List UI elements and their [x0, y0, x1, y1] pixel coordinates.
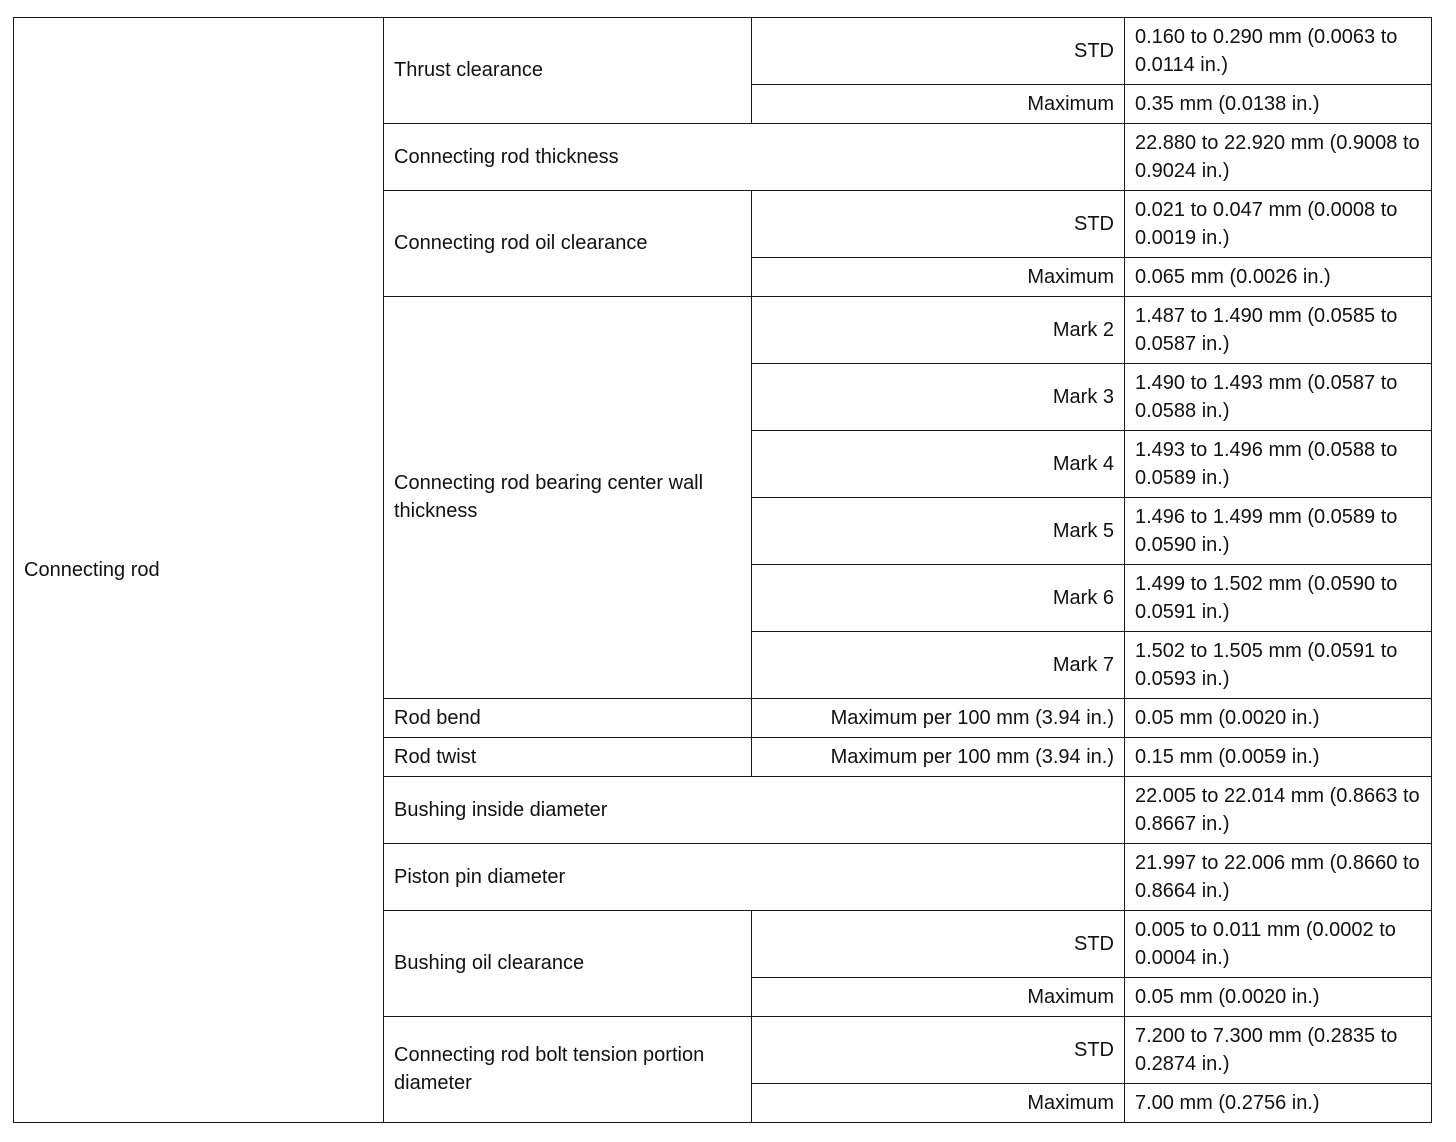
item-thrust-clearance: Thrust clearance: [384, 18, 752, 124]
value-cell: 1.490 to 1.493 mm (0.0587 to 0.0588 in.): [1125, 364, 1432, 431]
value-cell: 7.00 mm (0.2756 in.): [1125, 1084, 1432, 1123]
value-cell: 7.200 to 7.300 mm (0.2835 to 0.2874 in.): [1125, 1017, 1432, 1084]
group-label: Connecting rod: [14, 18, 384, 1123]
item-rod-twist: Rod twist: [384, 738, 752, 777]
item-rod-oil-clearance: Connecting rod oil clearance: [384, 191, 752, 297]
item-piston-pin-diameter: Piston pin diameter: [384, 844, 1125, 911]
condition-maximum: Maximum: [752, 1084, 1125, 1123]
value-cell: 1.493 to 1.496 mm (0.0588 to 0.0589 in.): [1125, 431, 1432, 498]
item-bushing-oil-clearance: Bushing oil clearance: [384, 911, 752, 1017]
condition-std: STD: [752, 1017, 1125, 1084]
spec-table: [13, 17, 1432, 1123]
value-cell: 0.05 mm (0.0020 in.): [1125, 978, 1432, 1017]
item-bushing-inside-diameter: Bushing inside diameter: [384, 777, 1125, 844]
condition-mark-3: Mark 3: [752, 364, 1125, 431]
condition-max-per-100mm: Maximum per 100 mm (3.94 in.): [752, 738, 1125, 777]
condition-mark-4: Mark 4: [752, 431, 1125, 498]
item-rod-thickness: Connecting rod thickness: [384, 124, 1125, 191]
condition-maximum: Maximum: [752, 85, 1125, 124]
condition-maximum: Maximum: [752, 978, 1125, 1017]
value-cell: 0.15 mm (0.0059 in.): [1125, 738, 1432, 777]
value-cell: 1.496 to 1.499 mm (0.0589 to 0.0590 in.): [1125, 498, 1432, 565]
condition-mark-5: Mark 5: [752, 498, 1125, 565]
item-bolt-tension-diameter: Connecting rod bolt tension portion diameter: [384, 1017, 752, 1123]
item-bearing-wall-thickness: Connecting rod bearing center wall thickness: [384, 297, 752, 699]
item-rod-bend: Rod bend: [384, 699, 752, 738]
value-cell: 1.487 to 1.490 mm (0.0585 to 0.0587 in.): [1125, 297, 1432, 364]
value-cell: 0.35 mm (0.0138 in.): [1125, 85, 1432, 124]
value-cell: 0.05 mm (0.0020 in.): [1125, 699, 1432, 738]
condition-mark-7: Mark 7: [752, 632, 1125, 699]
table-row: [14, 18, 1432, 85]
value-cell: 0.160 to 0.290 mm (0.0063 to 0.0114 in.): [1125, 18, 1432, 85]
value-cell: 0.065 mm (0.0026 in.): [1125, 258, 1432, 297]
value-cell: 1.499 to 1.502 mm (0.0590 to 0.0591 in.): [1125, 565, 1432, 632]
value-cell: 0.021 to 0.047 mm (0.0008 to 0.0019 in.): [1125, 191, 1432, 258]
condition-max-per-100mm: Maximum per 100 mm (3.94 in.): [752, 699, 1125, 738]
value-cell: 0.005 to 0.011 mm (0.0002 to 0.0004 in.): [1125, 911, 1432, 978]
value-cell: 1.502 to 1.505 mm (0.0591 to 0.0593 in.): [1125, 632, 1432, 699]
condition-mark-2: Mark 2: [752, 297, 1125, 364]
value-cell: 22.880 to 22.920 mm (0.9008 to 0.9024 in.): [1125, 124, 1432, 191]
value-cell: 21.997 to 22.006 mm (0.8660 to 0.8664 in.): [1125, 844, 1432, 911]
value-cell: 22.005 to 22.014 mm (0.8663 to 0.8667 in.): [1125, 777, 1432, 844]
condition-maximum: Maximum: [752, 258, 1125, 297]
condition-mark-6: Mark 6: [752, 565, 1125, 632]
condition-std: STD: [752, 18, 1125, 85]
condition-std: STD: [752, 191, 1125, 258]
condition-std: STD: [752, 911, 1125, 978]
